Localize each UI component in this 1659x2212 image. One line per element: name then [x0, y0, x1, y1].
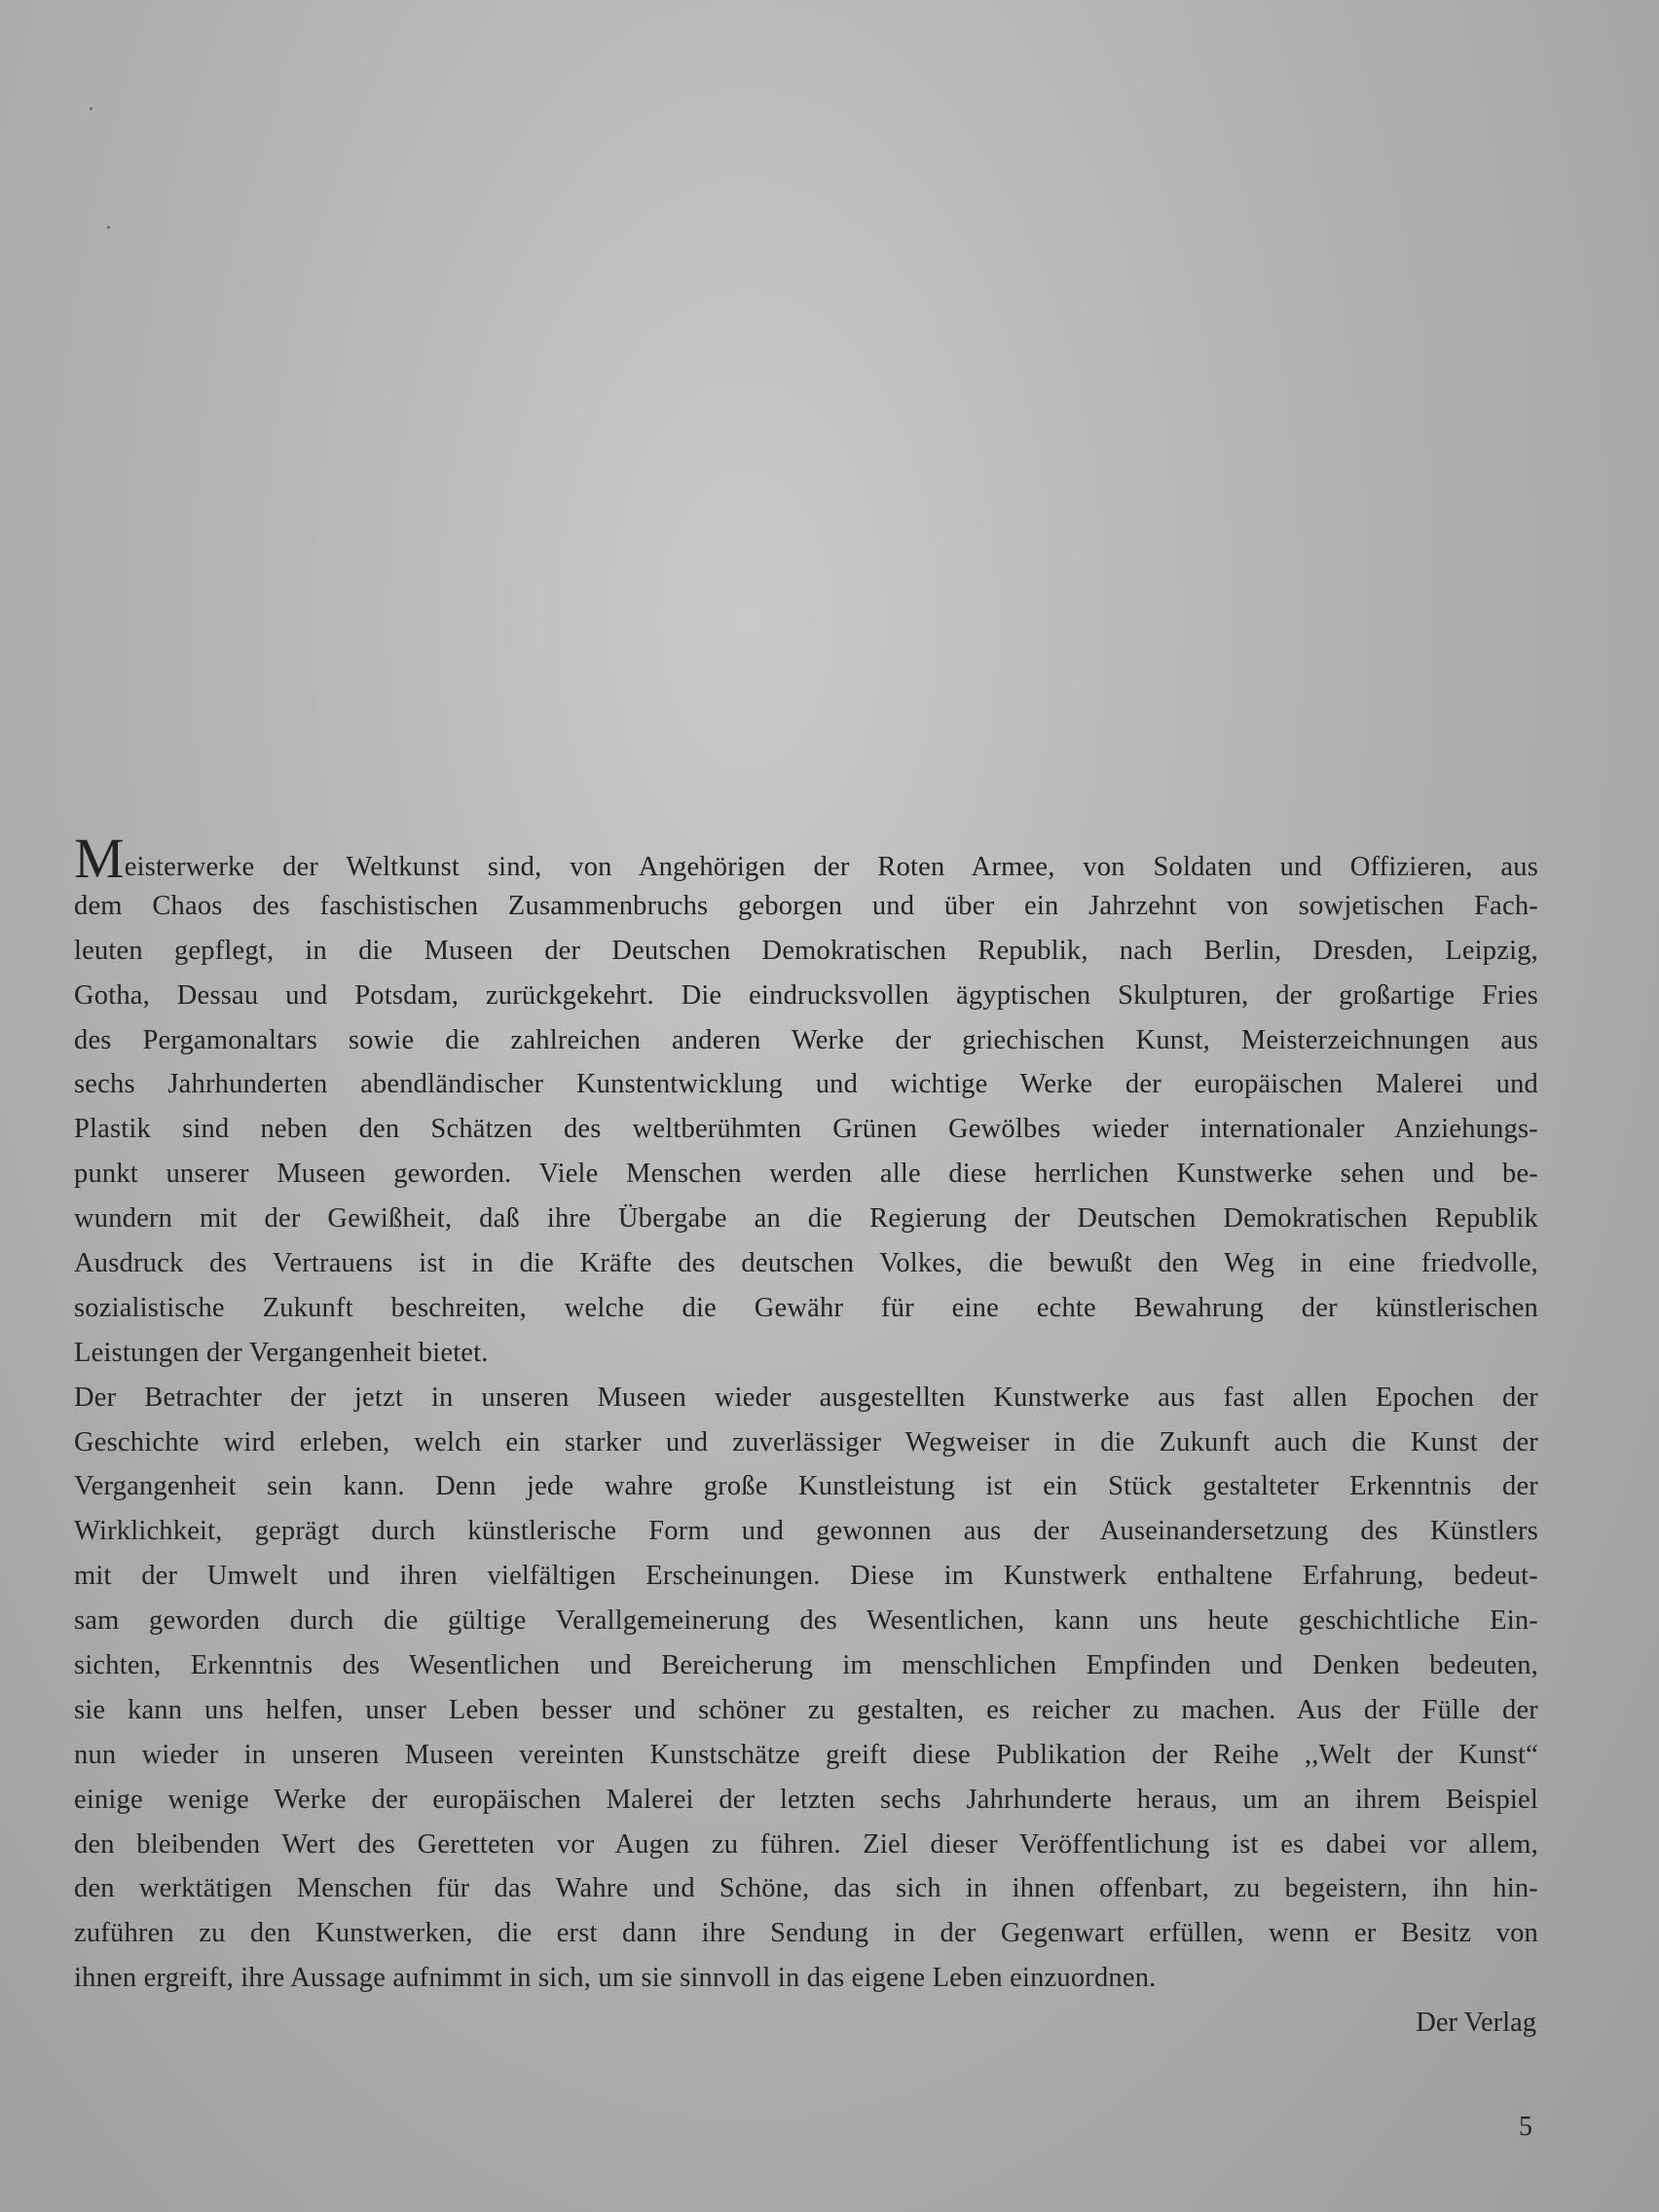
- text-line: [74, 827, 1538, 890]
- text-line: dem Chaos des faschistischen Zusammenbruchs geborgen und über ein Jahrzehnt von sowjetischen Fach-: [74, 890, 1538, 921]
- paragraph-2: [74, 1376, 1538, 2001]
- text-line: Geschichte wird erleben, welch ein starker und zuverlässiger Wegweiser in die Zukunft auch die Kunst der: [74, 1426, 1538, 1457]
- text-line: Plastik sind neben den Schätzen des weltberühmten Grünen Gewölbes wieder internationaler Anziehungs-: [74, 1114, 1538, 1145]
- text-line: Gotha, Dessau und Potsdam, zurückgekehrt. Die eindrucksvollen ägyptischen Skulpturen, der großartige Fries: [74, 979, 1538, 1011]
- paper-speck: [107, 226, 110, 229]
- text-line: Wirklichkeit, geprägt durch künstlerische Form und gewonnen aus der Auseinandersetzung des Künstlers: [74, 1516, 1538, 1547]
- text-line: des Pergamonaltars sowie die zahlreichen anderen Werke der griechischen Kunst, Meisterzeichnungen aus: [74, 1024, 1538, 1055]
- text-line: punkt unserer Museen geworden. Viele Menschen werden alle diese herrlichen Kunstwerke sehen und be-: [74, 1159, 1538, 1190]
- text-line-content: eisterwerke der Weltkunst sind, von Angehörigen der Roten Armee, von Soldaten und Offizieren, aus: [124, 852, 1538, 882]
- text-line: einige wenige Werke der europäischen Malerei der letzten sechs Jahrhunderte heraus, um an ihrem Beispiel: [74, 1784, 1538, 1815]
- paper-speck: [90, 107, 92, 110]
- text-line: sie kann uns helfen, unser Leben besser und schöner zu gestalten, es reicher zu machen. Aus der Fülle der: [74, 1694, 1538, 1725]
- text-line: nun wieder in unseren Museen vereinten Kunstschätze greift diese Publikation der Reihe ,,Welt der Kunst“: [74, 1739, 1538, 1770]
- text-line: Der Betrachter der jetzt in unseren Museen wieder ausgestellten Kunstwerke aus fast allen Epochen der: [74, 1382, 1538, 1413]
- text-line: sozialistische Zukunft beschreiten, welche die Gewähr für eine echte Bewahrung der künstlerischen: [74, 1292, 1538, 1323]
- text-line: den werktätigen Menschen für das Wahre und Schöne, das sich in ihnen offenbart, zu begeistern, ihn hin-: [74, 1873, 1538, 1904]
- text-line: leuten gepflegt, in die Museen der Deutschen Demokratischen Republik, nach Berlin, Dresden, Leipzig,: [74, 935, 1538, 966]
- paragraph-1: [74, 827, 1538, 1376]
- text-line: sechs Jahrhunderten abendländischer Kunstentwicklung und wichtige Werke der europäischen Malerei und: [74, 1069, 1538, 1100]
- text-line: Ausdruck des Vertrauens ist in die Kräfte des deutschen Volkes, die bewußt den Weg in eine friedvolle,: [74, 1248, 1538, 1279]
- text-line: Vergangenheit sein kann. Denn jede wahre große Kunstleistung ist ein Stück gestalteter Erkenntnis der: [74, 1471, 1538, 1502]
- text-line: zuführen zu den Kunstwerken, die erst dann ihre Sendung in der Gegenwart erfüllen, wenn er Besitz von: [74, 1918, 1538, 1949]
- text-line: sam geworden durch die gültige Verallgemeinerung des Wesentlichen, kann uns heute geschichtliche Ein-: [74, 1605, 1538, 1637]
- text-line: mit der Umwelt und ihren vielfältigen Erscheinungen. Diese im Kunstwerk enthaltene Erfahrung, bedeut-: [74, 1561, 1538, 1592]
- text-line: Leistungen der Vergangenheit bietet.: [74, 1337, 489, 1368]
- text-line: den bleibenden Wert des Geretteten vor Augen zu führen. Ziel dieser Veröffentlichung ist es dabei vor allem,: [74, 1828, 1538, 1860]
- signature: Der Verlag: [1416, 2008, 1536, 2039]
- drop-cap: M: [74, 827, 125, 890]
- text-line: sichten, Erkenntnis des Wesentlichen und Bereicherung im menschlichen Empfinden und Denken bedeuten,: [74, 1650, 1538, 1681]
- text-line: wundern mit der Gewißheit, daß ihre Übergabe an die Regierung der Deutschen Demokratischen Republik: [74, 1203, 1538, 1235]
- text-line: ihnen ergreift, ihre Aussage aufnimmt in sich, um sie sinnvoll in das eigene Leben einzuordnen.: [74, 1963, 1157, 1994]
- foreword-text: [74, 827, 1538, 2046]
- page-number: 5: [1519, 2112, 1532, 2142]
